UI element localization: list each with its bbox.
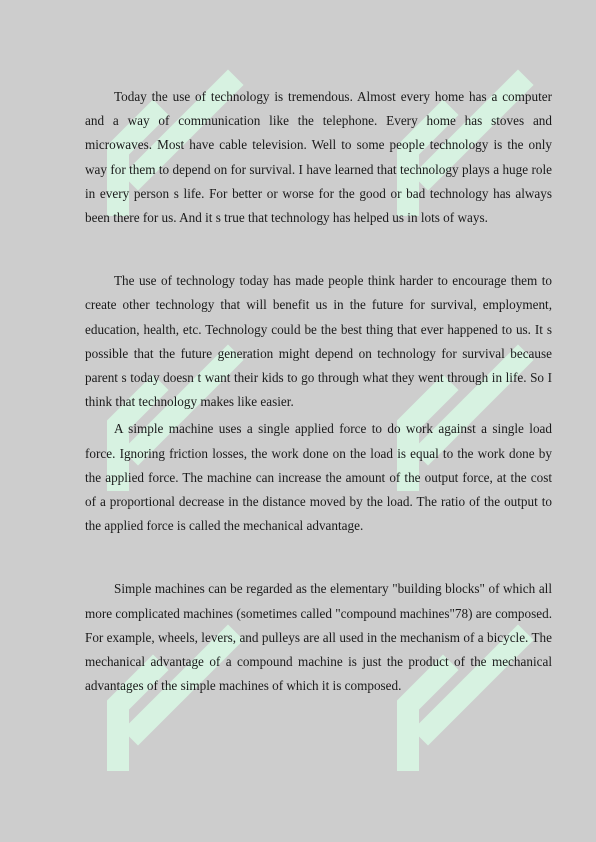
paragraph-technology-future: The use of technology today has made people think harder to encourage them to create other technology that will benefit us in the future for survival, employment, education, health, etc. Technology could be the best thing that ever happened to us. It s possible that the future generation might depend on technology for survival because parent s today doesn t want their kids to go through what they went through in life. So I think that technology makes like easier. xyxy=(85,273,552,410)
paragraph-compound-machines: Simple machines can be regarded as the elementary "building blocks" of which all more complicated machines (sometimes called "compound machines"78) are composed. For example, wheels, levers, and pulleys are all used in the mechanism of a bicycle. The mechanical advantage of a compound machine is just the product of the mechanical advantages of the simple machines of which it is composed. xyxy=(85,581,552,694)
paragraph-simple-machine: A simple machine uses a single applied force to do work against a single load force. Ignoring friction losses, the work done on the load is equal to the work done by the applied force. The machine can increase the amount of the output force, at the cost of a proportional decrease in the distance moved by the load. The ratio of the output to the applied force is called the mechanical advantage. xyxy=(85,421,552,534)
paragraph-spacer xyxy=(85,538,552,577)
paragraph-spacer xyxy=(85,230,552,269)
document-body xyxy=(85,85,552,698)
paragraph-technology-use: Today the use of technology is tremendous. Almost every home has a computer and a way of communication like the telephone. Every home has stoves and microwaves. Most have cable television. Well to some people technology is the only way for them to depend on for survival. I have learned that technology plays a huge role in every person s life. For better or worse for the good or bad technology has always been there for us. And it s true that technology has helped us in lots of ways. xyxy=(85,89,552,226)
